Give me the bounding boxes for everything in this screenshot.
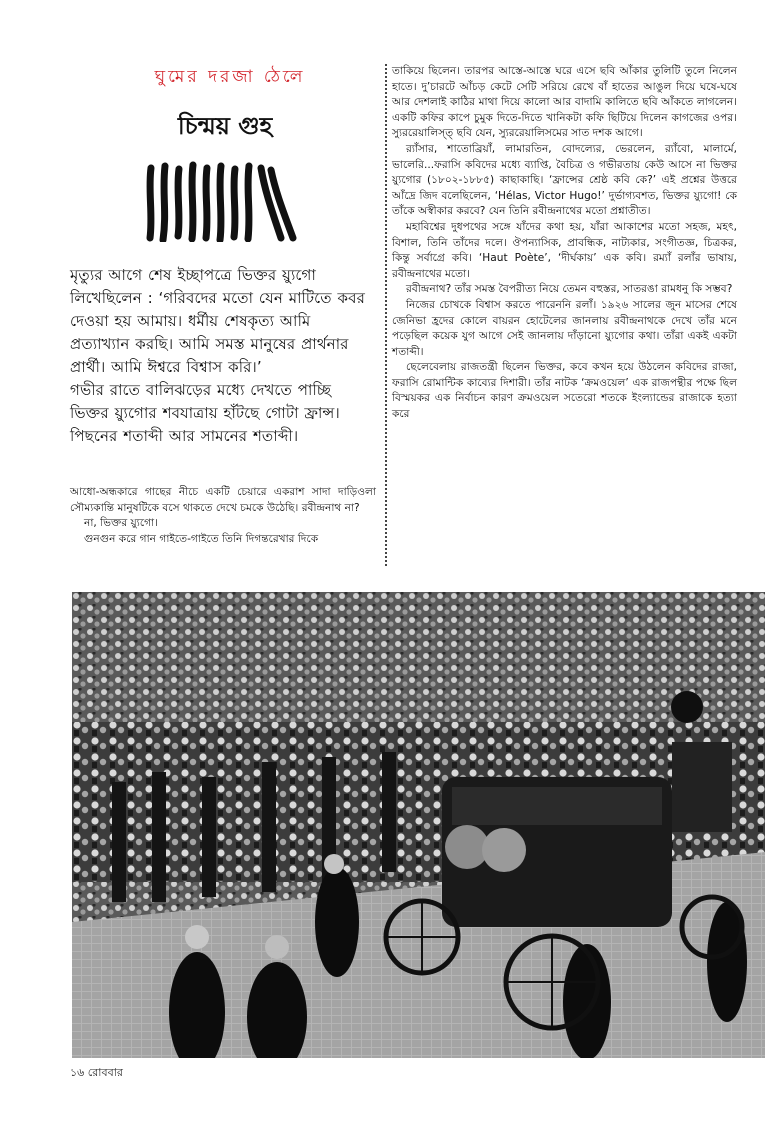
paragraph: তাকিয়ে ছিলেন। তারপর আস্তে-আস্তে ঘরে এসে ছবি আঁকার তুলিটি তুলে নিলেন হাতে। দু’চারটে আঁচড় কেটে সেটি সরিয়ে রেখে বাঁ হাতের আঙুল দিয়ে ঘষে-ঘষে আর দেশলাই কাঠির মাথা দিয়ে কালো আর বাদামি কালিতে ছবি আঁকতে লাগলেন। একটি কফির কাপে চুমুক দিতে-দিতে খানিকটা কফি ছিটিয়ে দিলেন কাগজের ওপর। স্যুররেয়ালিস্ত্‌ ছবি যেন, স্যুররেয়ালিসমের সাত দশক আগে। [392, 65, 737, 140]
page-folio: ১৬ রোববার [70, 1066, 123, 1079]
quote-line: প্রার্থী। আমি ঈশ্বরে বিশ্বাস করি।’ [70, 358, 262, 376]
section-kicker: ঘুমের দরজা ঠেলে [154, 67, 306, 87]
paragraph: নিজের চোখকে বিশ্বাস করতে পারেননি রলাঁ। ১৯২৬ সালের জুন মাসের শেষে জেনিভা হ্রদের কোলে বায়রন হোটেলের জানলায় রবীন্দ্রনাথকে দেখে তাঁর মনে পড়েছিল কয়েক যুগ আগে সেই জানলায় দাঁড়ানো য়্যুগোর কথা। তাঁরা একই একটা শতাব্দী। [392, 298, 737, 358]
paragraph: রবীন্দ্রনাথ? তাঁর সমস্ত বৈপরীত্য নিয়ে তেমন বহুস্তর, সাতরঙা রামধনু কি সম্ভব? [406, 283, 733, 296]
quote-line: ভিক্তর য়্যুগোর শবযাত্রায় হাঁটছে গোটা ফ্রান্স। [70, 404, 340, 422]
ink-stroke-bars-icon [143, 160, 298, 242]
quote-line: প্রত্যাখ্যান করছি। আমি সমস্ত মানুষের প্রার্থনার [70, 335, 349, 353]
paragraph: না, ভিক্তর য়্যুগো। [84, 517, 158, 530]
body-column-left [70, 485, 376, 547]
column-divider [385, 64, 387, 566]
funeral-procession-photo-icon [72, 592, 765, 1058]
quote-line: লিখেছিলেন : ‘গরিবদের মতো যেন মাটিতে কবর [70, 289, 365, 307]
quote-line: পিছনের শতাব্দী আর সামনের শতাব্দী। [70, 427, 299, 445]
paragraph: র‍্যাঁসার, শাতোব্রিয়াঁ, লামারতিন, বোদল্যের, ভেরলেন, র‍্যাঁবো, মালার্মে, ভালেরি...ফরাসি কবিদের মধ্যে ব্যাপ্তি, বৈচিত্র ও গভীরতায় কেউ আসে না ভিক্তর য়্যুগোর (১৮০২-১৮৮৫) কাছাকাছি। ‘ফ্রান্সের শ্রেষ্ঠ কবি কে?’ এই প্রশ্নের উত্তরে আঁদ্রে জিদ বলেছিলেন, ‘Hélas, Victor Hugo!’ দুর্ভাগ্যবশত, ভিক্তর য়্যুগো! কে তাঁকে অস্বীকার করবে? যেন তিনি রবীন্দ্রনাথের মতো প্রশ্নাতীত। [392, 142, 737, 218]
funeral-procession-photo [72, 592, 765, 1058]
paragraph: আধো-অন্ধকারে গাছের নীচে একটি চেয়ারে একরাশ সাদা দাড়িওলা সৌম্যকান্তি মানুষটিকে বসে থাকতে দেখে চমকে উঠেছি। রবীন্দ্রনাথ না? [70, 486, 376, 514]
quote-line: মৃত্যুর আগে শেষ ইচ্ছাপত্রে ভিক্তর য়্যুগো [70, 266, 316, 284]
body-column-right [392, 64, 737, 423]
paragraph: ছেলেবেলায় রাজতন্ত্রী ছিলেন ভিক্তর, কবে কখন হয়ে উঠলেন কবিদের রাজা, ফরাসি রোমান্টিক কাব্যের দিশারী। তাঁর নাটক ‘ক্রমওয়েল’ এক রাজপন্থীর পক্ষে ছিল বিস্ময়কর এক নির্বাচন কারণ ক্রমওয়েল সতেরো শতকে ইংল্যান্ডের রাজাকে হত্যা করে [392, 361, 737, 421]
author-name: চিন্ময় গুহ [177, 112, 273, 140]
pull-quote [70, 264, 376, 448]
paragraph: গুনগুন করে গান গাইতে-গাইতে তিনি দিগন্তরেখার দিকে [84, 532, 319, 545]
paragraph: মহাবিশ্বের দুধপথের সঙ্গে যাঁদের কথা হয়, যাঁরা আকাশের মতো সহজ, মহৎ, বিশাল, তিনি তাঁদের দলে। ঔপন্যাসিক, প্রাবন্ধিক, নাট্যকার, সংগীতজ্ঞ, চিত্রকর, কিন্তু সর্বাগ্রে কবি। ‘Haut Poète’, ‘দীর্ঘকায়’ এক কবি। রম্যাঁ রলাঁর ভাষায়, রবীন্দ্রনাথের মতো। [392, 220, 737, 280]
quote-line: দেওয়া হয় আমায়। ধর্মীয় শেষকৃত্য আমি [70, 312, 311, 330]
quote-line: গভীর রাতে বালিঝড়ের মধ্যে দেখতে পাচ্ছি [70, 381, 332, 399]
